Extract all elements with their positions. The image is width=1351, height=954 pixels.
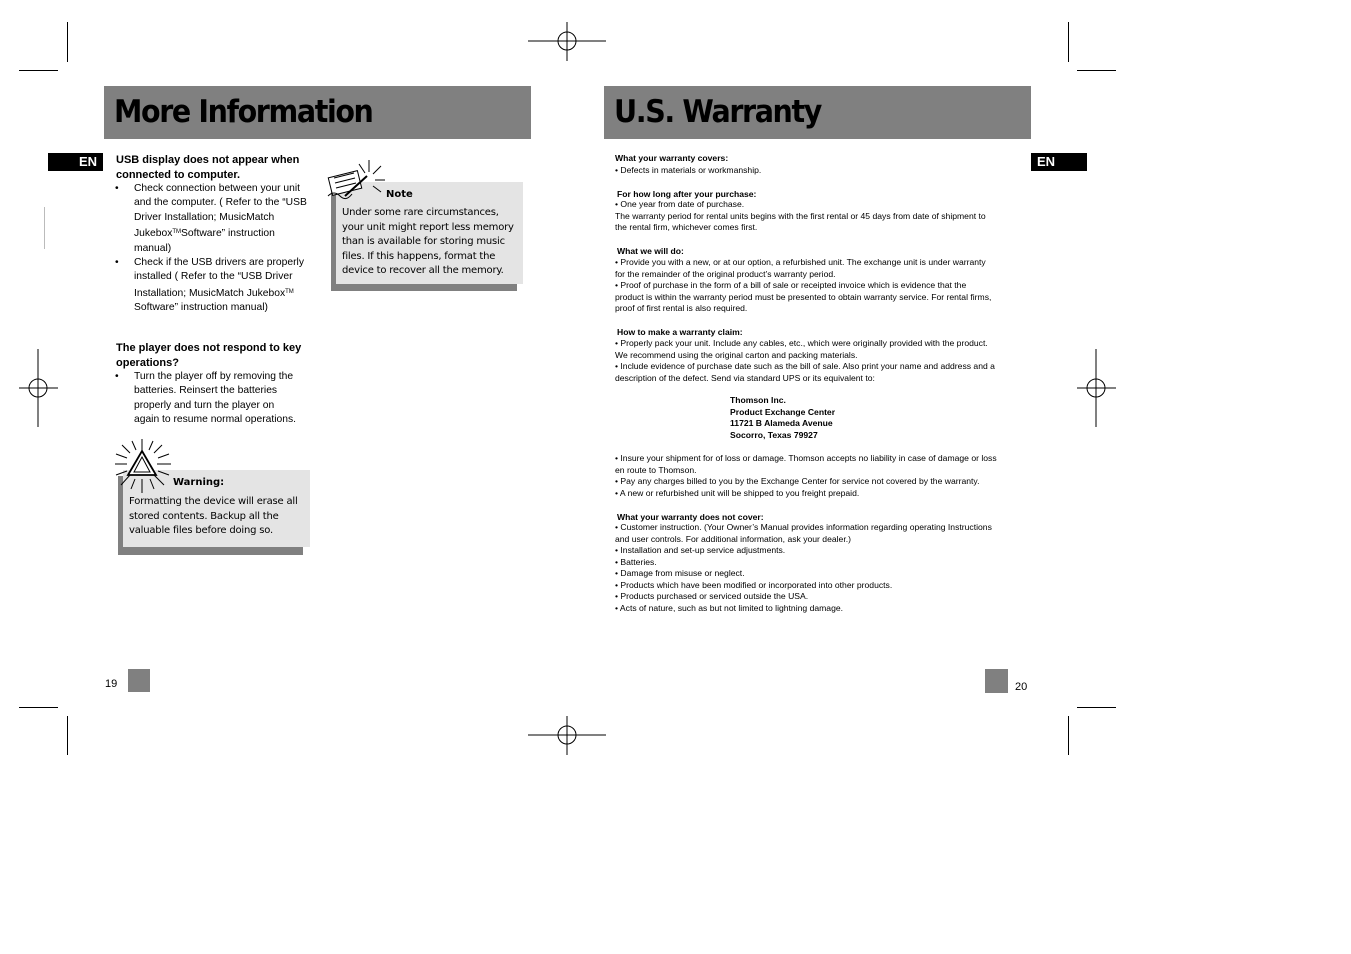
list-item: • Check if the USB drivers are properly installed ( Refer to the “USB Driver Installation; MusicMatch Jukebox™ Software” instruction manual) <box>115 256 330 316</box>
not-cover-body: • Customer instruction. (Your Owner’s Manual provides information regarding operating Instructions and user controls. For additional information, ask your dealer.) • Installation and set-up service adjustments. • Batteries. • Damage from misuse or neglect. • Products which have been modified or incorporated into other products. • Products purchased or serviced outside the USA. • Acts of nature, such as but not limited to lightning damage. <box>615 522 992 613</box>
note-label: Note <box>386 189 413 200</box>
list-item: • Check connection between your unit and the computer. ( Refer to the “USB Driver Installation; MusicMatch Jukebox™Software” instruction manual) <box>115 182 330 256</box>
left-page-marker <box>128 669 150 692</box>
claim-body: • Properly pack your unit. Include any cables, etc., which were originally provided with the product. We recommend using the original carton and packing materials. • Include evidence of purchase date such as the bill of sale. Also print your name and address and a description of the defect. Send via standard UPS or its equivalent to: <box>615 338 995 383</box>
how-long-body: • One year from date of purchase. The warranty period for rental units begins with the first rental or 45 days from date of shipment to the rental firm, whichever comes first. <box>615 199 986 232</box>
registration-mark-left <box>19 349 59 429</box>
registration-mark-right <box>1077 349 1117 429</box>
right-page-marker <box>985 669 1008 693</box>
covers-body: • Defects in materials or workmanship. <box>615 165 762 175</box>
left-lang-tab <box>48 153 103 171</box>
keys-section-title: The player does not respond to key operations? <box>116 342 302 369</box>
keys-section-list <box>115 370 330 428</box>
usb-section-title: USB display does not appear when connected to computer. <box>116 154 300 181</box>
right-lang-tab-label: EN <box>1037 154 1056 169</box>
covers-title: What your warranty covers: <box>615 153 729 163</box>
right-lang-tab <box>1031 153 1087 171</box>
warning-label: Warning: <box>173 477 225 488</box>
will-do-title: What we will do: <box>617 246 684 256</box>
list-item: • Turn the player off by removing the batteries. Reinsert the batteries properly and turn the player on again to resume normal operations. <box>115 370 330 428</box>
how-long-title: For how long after your purchase: <box>617 189 757 199</box>
shipping-body: • Insure your shipment for of loss or damage. Thomson accepts no liability in case of damage or loss en route to Thomson. • Pay any charges billed to you by the Exchange Center for service not covered by the warranty. • A new or refurbished unit will be shipped to you freight prepaid. <box>615 453 997 498</box>
right-page-title: U.S. Warranty <box>614 94 821 130</box>
not-cover-title: What your warranty does not cover: <box>617 512 764 522</box>
left-page-title: More Information <box>114 94 373 130</box>
note-text: Under some rare circumstances, your unit might report less memory than is available for storing music files. If this happens, format the device to recover all the memory. <box>342 207 514 277</box>
left-page-header <box>104 86 531 139</box>
warning-text: Formatting the device will erase all stored contents. Backup all the valuable files before doing so. <box>129 496 298 537</box>
left-page-number: 19 <box>105 678 118 690</box>
right-page-number: 20 <box>1015 681 1028 693</box>
shipping-address: Thomson Inc. Product Exchange Center 11721 B Alameda Avenue Socorro, Texas 79927 <box>730 395 836 441</box>
note-pen-icon <box>325 158 387 204</box>
claim-title: How to make a warranty claim: <box>617 327 743 337</box>
registration-mark-top <box>528 22 608 62</box>
warning-icon <box>113 437 173 495</box>
registration-mark-bottom <box>528 716 608 756</box>
right-page-header <box>604 86 1031 139</box>
will-do-body: • Provide you with a new, or at our option, a refurbished unit. The exchange unit is under warranty for the remainder of the original product’s warranty period. • Proof of purchase in the form of a bill of sale or receipted invoice which is evidence that the product is within the warranty period must be presented to obtain warranty service. For rental firms, proof of first rental is also required. <box>615 257 992 313</box>
usb-section-list <box>115 182 330 316</box>
left-lang-tab-label: EN <box>78 154 97 169</box>
